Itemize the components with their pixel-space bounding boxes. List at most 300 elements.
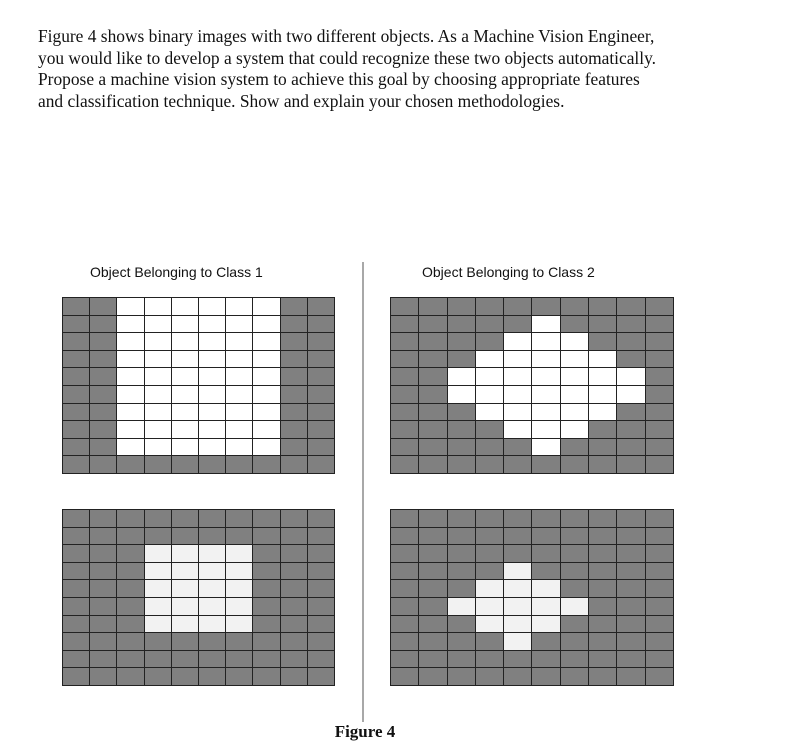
- background-pixel: [117, 510, 143, 527]
- background-pixel: [617, 439, 644, 456]
- background-pixel: [308, 316, 334, 333]
- background-pixel: [253, 510, 279, 527]
- object-pixel: [253, 298, 279, 315]
- question-text: [38, 26, 718, 112]
- background-pixel: [391, 528, 418, 545]
- background-pixel: [419, 333, 446, 350]
- background-pixel: [172, 510, 198, 527]
- object-pixel: [253, 316, 279, 333]
- background-pixel: [448, 333, 475, 350]
- background-pixel: [561, 633, 588, 650]
- background-pixel: [504, 439, 531, 456]
- object-pixel: [172, 545, 198, 562]
- object-pixel: [448, 368, 475, 385]
- background-pixel: [646, 298, 673, 315]
- background-pixel: [117, 651, 143, 668]
- background-pixel: [281, 439, 307, 456]
- object-pixel: [504, 563, 531, 580]
- background-pixel: [504, 510, 531, 527]
- object-pixel: [253, 333, 279, 350]
- background-pixel: [308, 510, 334, 527]
- background-pixel: [117, 668, 143, 685]
- background-pixel: [391, 386, 418, 403]
- background-pixel: [448, 563, 475, 580]
- background-pixel: [63, 616, 89, 633]
- background-pixel: [281, 616, 307, 633]
- object-pixel: [199, 386, 225, 403]
- background-pixel: [226, 510, 252, 527]
- background-pixel: [199, 510, 225, 527]
- background-pixel: [281, 668, 307, 685]
- background-pixel: [391, 298, 418, 315]
- background-pixel: [646, 528, 673, 545]
- background-pixel: [617, 316, 644, 333]
- background-pixel: [63, 563, 89, 580]
- background-pixel: [476, 528, 503, 545]
- background-pixel: [391, 651, 418, 668]
- background-pixel: [281, 651, 307, 668]
- object-pixel: [145, 333, 171, 350]
- background-pixel: [561, 580, 588, 597]
- background-pixel: [617, 404, 644, 421]
- object-pixel: [199, 616, 225, 633]
- object-pixel: [561, 351, 588, 368]
- background-pixel: [63, 404, 89, 421]
- background-pixel: [448, 651, 475, 668]
- object-pixel: [172, 404, 198, 421]
- object-pixel: [589, 386, 616, 403]
- object-pixel: [199, 439, 225, 456]
- background-pixel: [589, 421, 616, 438]
- background-pixel: [419, 598, 446, 615]
- object-pixel: [589, 368, 616, 385]
- object-pixel: [561, 368, 588, 385]
- background-pixel: [448, 351, 475, 368]
- object-pixel: [226, 351, 252, 368]
- background-pixel: [419, 456, 446, 473]
- object-pixel: [199, 333, 225, 350]
- background-pixel: [448, 404, 475, 421]
- object-pixel: [172, 333, 198, 350]
- background-pixel: [308, 563, 334, 580]
- background-pixel: [617, 616, 644, 633]
- background-pixel: [617, 298, 644, 315]
- object-pixel: [476, 616, 503, 633]
- background-pixel: [308, 333, 334, 350]
- background-pixel: [308, 580, 334, 597]
- object-pixel: [617, 386, 644, 403]
- object-pixel: [145, 368, 171, 385]
- background-pixel: [308, 404, 334, 421]
- background-pixel: [253, 633, 279, 650]
- object-pixel: [172, 368, 198, 385]
- object-pixel: [226, 386, 252, 403]
- background-pixel: [281, 545, 307, 562]
- background-pixel: [63, 298, 89, 315]
- background-pixel: [561, 651, 588, 668]
- object-pixel: [226, 333, 252, 350]
- object-pixel: [117, 439, 143, 456]
- background-pixel: [90, 528, 116, 545]
- background-pixel: [617, 633, 644, 650]
- background-pixel: [504, 545, 531, 562]
- object-pixel: [145, 616, 171, 633]
- background-pixel: [617, 651, 644, 668]
- background-pixel: [391, 616, 418, 633]
- background-pixel: [90, 456, 116, 473]
- object-pixel: [226, 298, 252, 315]
- background-pixel: [589, 456, 616, 473]
- background-pixel: [253, 598, 279, 615]
- background-pixel: [226, 633, 252, 650]
- object-pixel: [226, 563, 252, 580]
- background-pixel: [448, 668, 475, 685]
- background-pixel: [419, 633, 446, 650]
- object-pixel: [561, 598, 588, 615]
- object-pixel: [117, 351, 143, 368]
- background-pixel: [419, 510, 446, 527]
- object-pixel: [476, 351, 503, 368]
- object-pixel: [117, 404, 143, 421]
- background-pixel: [419, 439, 446, 456]
- background-pixel: [646, 633, 673, 650]
- object-pixel: [532, 404, 559, 421]
- background-pixel: [308, 616, 334, 633]
- background-pixel: [391, 598, 418, 615]
- object-pixel: [532, 368, 559, 385]
- background-pixel: [281, 456, 307, 473]
- object-pixel: [226, 580, 252, 597]
- object-pixel: [532, 333, 559, 350]
- object-pixel: [145, 421, 171, 438]
- background-pixel: [419, 404, 446, 421]
- background-pixel: [448, 316, 475, 333]
- background-pixel: [476, 510, 503, 527]
- object-pixel: [172, 421, 198, 438]
- figure-divider: [362, 262, 364, 722]
- background-pixel: [419, 616, 446, 633]
- background-pixel: [561, 545, 588, 562]
- background-pixel: [504, 528, 531, 545]
- background-pixel: [419, 668, 446, 685]
- background-pixel: [476, 439, 503, 456]
- figure-caption: Figure 4: [334, 722, 396, 741]
- background-pixel: [419, 421, 446, 438]
- background-pixel: [646, 668, 673, 685]
- background-pixel: [90, 368, 116, 385]
- object-pixel: [532, 421, 559, 438]
- background-pixel: [308, 439, 334, 456]
- object-pixel: [117, 316, 143, 333]
- object-pixel: [199, 580, 225, 597]
- object-pixel: [117, 368, 143, 385]
- object-pixel: [504, 598, 531, 615]
- background-pixel: [90, 316, 116, 333]
- background-pixel: [172, 668, 198, 685]
- object-pixel: [117, 333, 143, 350]
- object-pixel: [561, 404, 588, 421]
- background-pixel: [281, 510, 307, 527]
- background-pixel: [63, 598, 89, 615]
- background-pixel: [589, 633, 616, 650]
- object-pixel: [199, 351, 225, 368]
- object-pixel: [561, 386, 588, 403]
- background-pixel: [391, 333, 418, 350]
- background-pixel: [448, 298, 475, 315]
- object-pixel: [145, 598, 171, 615]
- object-pixel: [504, 421, 531, 438]
- object-pixel: [589, 404, 616, 421]
- background-pixel: [532, 456, 559, 473]
- background-pixel: [589, 563, 616, 580]
- background-pixel: [646, 439, 673, 456]
- background-pixel: [90, 351, 116, 368]
- background-pixel: [504, 668, 531, 685]
- object-pixel: [504, 333, 531, 350]
- background-pixel: [646, 456, 673, 473]
- background-pixel: [419, 528, 446, 545]
- background-pixel: [391, 545, 418, 562]
- background-pixel: [419, 316, 446, 333]
- object-pixel: [476, 368, 503, 385]
- background-pixel: [253, 668, 279, 685]
- background-pixel: [589, 545, 616, 562]
- background-pixel: [281, 563, 307, 580]
- background-pixel: [63, 651, 89, 668]
- background-pixel: [117, 528, 143, 545]
- object-pixel: [561, 421, 588, 438]
- background-pixel: [145, 528, 171, 545]
- object-pixel: [532, 316, 559, 333]
- object-pixel: [172, 616, 198, 633]
- object-pixel: [226, 368, 252, 385]
- object-pixel: [504, 368, 531, 385]
- object-pixel: [145, 545, 171, 562]
- background-pixel: [63, 545, 89, 562]
- object-pixel: [145, 386, 171, 403]
- object-pixel: [172, 316, 198, 333]
- background-pixel: [90, 386, 116, 403]
- object-pixel: [226, 616, 252, 633]
- background-pixel: [617, 456, 644, 473]
- background-pixel: [504, 316, 531, 333]
- object-pixel: [589, 351, 616, 368]
- background-pixel: [476, 545, 503, 562]
- background-pixel: [391, 316, 418, 333]
- background-pixel: [391, 421, 418, 438]
- background-pixel: [476, 668, 503, 685]
- background-pixel: [90, 545, 116, 562]
- object-pixel: [199, 316, 225, 333]
- background-pixel: [589, 651, 616, 668]
- background-pixel: [117, 616, 143, 633]
- object-pixel: [199, 368, 225, 385]
- object-pixel: [476, 404, 503, 421]
- background-pixel: [617, 510, 644, 527]
- question-line: Propose a machine vision system to achieve this goal by choosing appropriate features: [38, 69, 640, 89]
- background-pixel: [448, 545, 475, 562]
- object-pixel: [172, 439, 198, 456]
- background-pixel: [419, 298, 446, 315]
- background-pixel: [90, 651, 116, 668]
- background-pixel: [117, 598, 143, 615]
- background-pixel: [561, 298, 588, 315]
- background-pixel: [117, 580, 143, 597]
- background-pixel: [448, 510, 475, 527]
- object-pixel: [532, 351, 559, 368]
- object-pixel: [532, 598, 559, 615]
- background-pixel: [253, 616, 279, 633]
- object-pixel: [199, 298, 225, 315]
- object-pixel: [504, 616, 531, 633]
- background-pixel: [589, 510, 616, 527]
- background-pixel: [63, 633, 89, 650]
- background-pixel: [419, 368, 446, 385]
- object-pixel: [476, 580, 503, 597]
- background-pixel: [561, 616, 588, 633]
- background-pixel: [532, 563, 559, 580]
- background-pixel: [172, 528, 198, 545]
- background-pixel: [532, 545, 559, 562]
- background-pixel: [63, 456, 89, 473]
- background-pixel: [589, 439, 616, 456]
- background-pixel: [308, 598, 334, 615]
- background-pixel: [646, 545, 673, 562]
- background-pixel: [199, 633, 225, 650]
- background-pixel: [646, 563, 673, 580]
- background-pixel: [617, 545, 644, 562]
- object-pixel: [172, 298, 198, 315]
- object-pixel: [199, 421, 225, 438]
- background-pixel: [308, 545, 334, 562]
- background-pixel: [199, 528, 225, 545]
- background-pixel: [646, 598, 673, 615]
- background-pixel: [226, 528, 252, 545]
- background-pixel: [532, 510, 559, 527]
- background-pixel: [504, 651, 531, 668]
- background-pixel: [532, 668, 559, 685]
- class1-large-square-image: [62, 297, 335, 474]
- object-pixel: [561, 333, 588, 350]
- object-pixel: [253, 421, 279, 438]
- background-pixel: [281, 421, 307, 438]
- background-pixel: [646, 386, 673, 403]
- background-pixel: [281, 351, 307, 368]
- background-pixel: [646, 351, 673, 368]
- background-pixel: [391, 563, 418, 580]
- background-pixel: [308, 421, 334, 438]
- background-pixel: [63, 316, 89, 333]
- background-pixel: [308, 651, 334, 668]
- background-pixel: [63, 439, 89, 456]
- background-pixel: [226, 668, 252, 685]
- background-pixel: [561, 510, 588, 527]
- object-pixel: [253, 351, 279, 368]
- object-pixel: [145, 580, 171, 597]
- background-pixel: [532, 298, 559, 315]
- object-pixel: [253, 386, 279, 403]
- background-pixel: [391, 510, 418, 527]
- class1-small-square-image: [62, 509, 335, 686]
- background-pixel: [646, 316, 673, 333]
- object-pixel: [145, 439, 171, 456]
- background-pixel: [476, 333, 503, 350]
- background-pixel: [419, 386, 446, 403]
- background-pixel: [253, 456, 279, 473]
- background-pixel: [253, 651, 279, 668]
- background-pixel: [589, 316, 616, 333]
- object-pixel: [172, 563, 198, 580]
- background-pixel: [589, 580, 616, 597]
- background-pixel: [308, 351, 334, 368]
- background-pixel: [561, 668, 588, 685]
- background-pixel: [90, 333, 116, 350]
- object-pixel: [532, 439, 559, 456]
- object-pixel: [226, 598, 252, 615]
- background-pixel: [281, 404, 307, 421]
- object-pixel: [145, 404, 171, 421]
- background-pixel: [308, 298, 334, 315]
- background-pixel: [391, 404, 418, 421]
- object-pixel: [199, 404, 225, 421]
- background-pixel: [561, 456, 588, 473]
- background-pixel: [646, 421, 673, 438]
- background-pixel: [63, 580, 89, 597]
- object-pixel: [145, 298, 171, 315]
- background-pixel: [391, 439, 418, 456]
- background-pixel: [391, 633, 418, 650]
- background-pixel: [199, 668, 225, 685]
- background-pixel: [253, 545, 279, 562]
- background-pixel: [419, 651, 446, 668]
- question-line: and classification technique. Show and explain your chosen methodologies.: [38, 90, 565, 111]
- background-pixel: [90, 668, 116, 685]
- background-pixel: [172, 651, 198, 668]
- background-pixel: [419, 351, 446, 368]
- background-pixel: [448, 439, 475, 456]
- object-pixel: [199, 545, 225, 562]
- background-pixel: [199, 456, 225, 473]
- background-pixel: [589, 298, 616, 315]
- background-pixel: [448, 633, 475, 650]
- object-pixel: [172, 580, 198, 597]
- background-pixel: [63, 421, 89, 438]
- object-pixel: [226, 404, 252, 421]
- background-pixel: [117, 633, 143, 650]
- background-pixel: [391, 580, 418, 597]
- background-pixel: [476, 421, 503, 438]
- background-pixel: [63, 510, 89, 527]
- background-pixel: [90, 421, 116, 438]
- background-pixel: [617, 421, 644, 438]
- object-pixel: [532, 580, 559, 597]
- background-pixel: [281, 368, 307, 385]
- object-pixel: [172, 386, 198, 403]
- object-pixel: [617, 368, 644, 385]
- background-pixel: [561, 563, 588, 580]
- object-pixel: [532, 616, 559, 633]
- object-pixel: [476, 386, 503, 403]
- background-pixel: [617, 333, 644, 350]
- object-pixel: [226, 316, 252, 333]
- object-pixel: [226, 545, 252, 562]
- object-pixel: [172, 351, 198, 368]
- class2-large-cross-image: [390, 297, 674, 474]
- background-pixel: [90, 598, 116, 615]
- background-pixel: [617, 598, 644, 615]
- background-pixel: [281, 633, 307, 650]
- object-pixel: [226, 439, 252, 456]
